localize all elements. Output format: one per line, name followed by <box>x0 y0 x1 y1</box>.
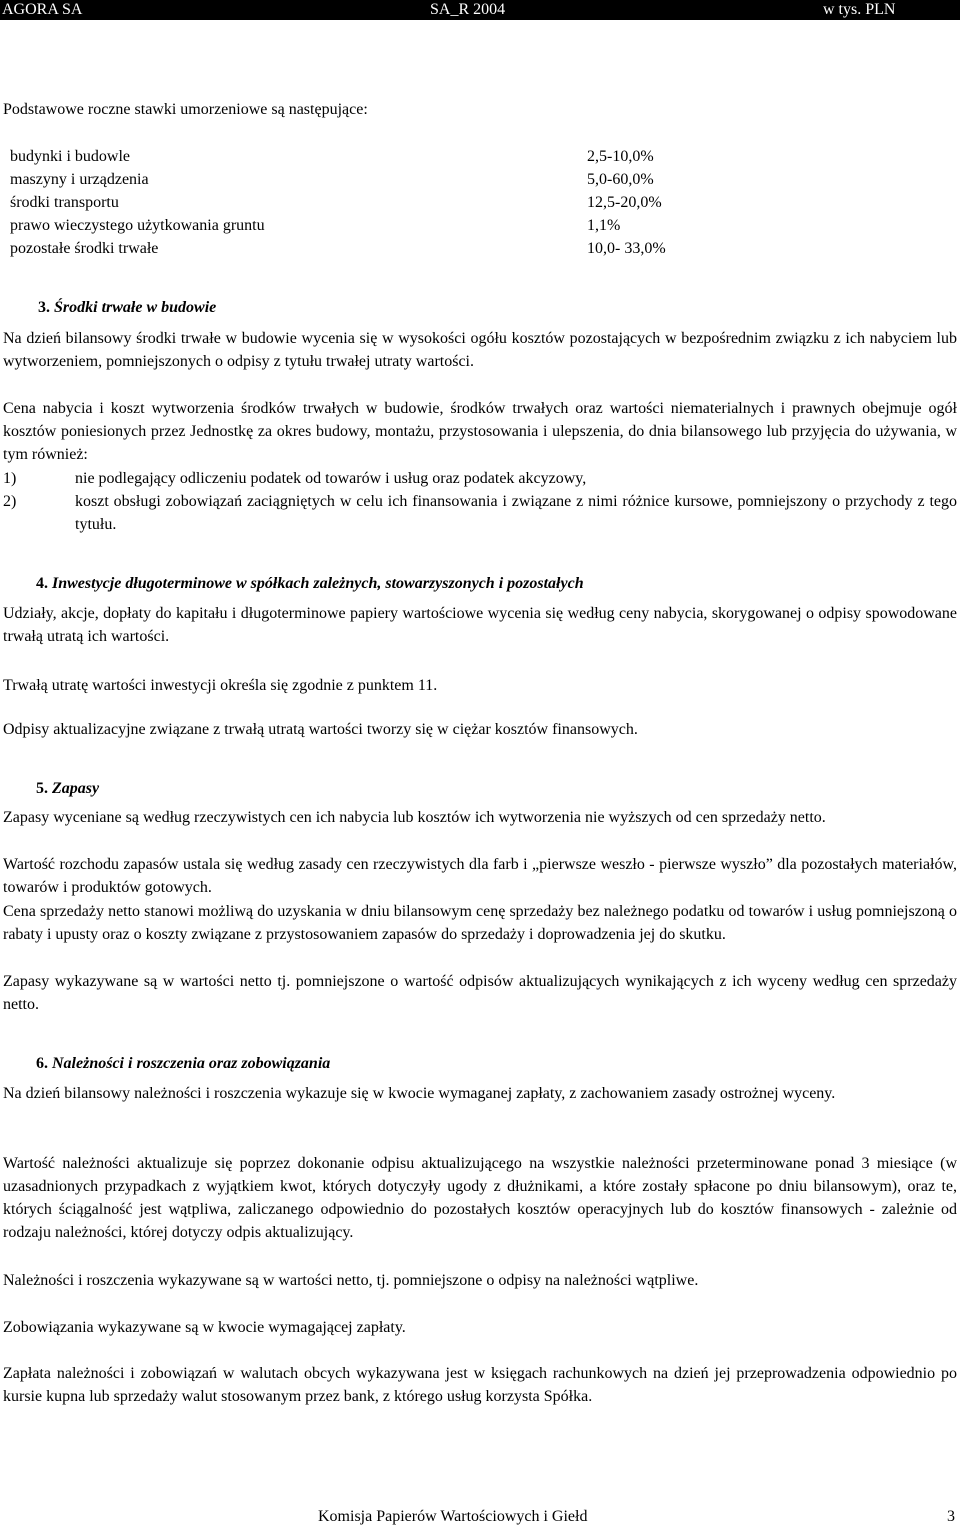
rate-name: maszyny i urządzenia <box>10 171 149 188</box>
section-5-paragraph: Cena sprzedaży netto stanowi możliwą do uzyskania w dniu bilansowym cenę sprzedaży bez należnego podatku od towarów i usług pomniejszoną o rabaty i upusty oraz o koszty związane z przystosowaniem zapasów do sprzedaży i doprowadzenia jej do skutku. <box>3 903 957 943</box>
section-number: 5. <box>36 780 48 797</box>
header-company: AGORA SA <box>2 1 83 18</box>
page-header <box>0 0 960 20</box>
rate-name: środki transportu <box>10 194 119 211</box>
section-number: 3. <box>38 299 50 316</box>
section-6-paragraph: Wartość należności aktualizuje się poprzez dokonanie odpisu aktualizującego na wszystkie należności przeterminowane ponad 3 miesiące (w uzasadnionych przypadkach z wyjątkiem kwot, których dotyczyły ugody z dłużnikami, a które zostały spłacone po dniu bilansowym), oraz te, których ściągalność jest wątpliwa, zaliczanego odpowiednio do pozostałych kosztów operacyjnych lub do kosztów finansowych - zależnie od rodzaju należności, której dotyczy odpis aktualizujący. <box>3 1155 957 1241</box>
section-6-paragraph: Na dzień bilansowy należności i roszczenia wykazuje się w kwocie wymaganej zapłaty, z zachowaniem zasady ostrożnej wyceny. <box>3 1085 836 1102</box>
list-number: 2) <box>3 493 17 510</box>
section-3-paragraph: Cena nabycia i koszt wytworzenia środków trwałych w budowie, środków trwałych oraz wartości niematerialnych i prawnych obejmuje ogół kosztów poniesionych przez Jednostkę za okres budowy, montażu, przystosowania i ulepszenia, do dnia bilansowego lub przyjęcia do używania, w tym również: <box>3 400 957 463</box>
section-4-paragraph: Odpisy aktualizacyjne związane z trwałą utratą wartości tworzy się w ciężar kosztów finansowych. <box>3 721 638 738</box>
rate-value: 10,0- 33,0% <box>587 240 666 257</box>
section-title: Zapasy <box>52 780 100 797</box>
rate-value: 2,5-10,0% <box>587 148 654 165</box>
section-5-paragraph: Zapasy wyceniane są według rzeczywistych cen ich nabycia lub kosztów ich wytworzenia nie wyższych od cen sprzedaży netto. <box>3 809 826 826</box>
footer-text: Komisja Papierów Wartościowych i Giełd <box>318 1508 588 1525</box>
list-text: nie podlegający odliczeniu podatek od towarów i usług oraz podatek akcyzowy, <box>75 470 587 487</box>
section-6-paragraph: Należności i roszczenia wykazywane są w wartości netto, tj. pomniejszone o odpisy na należności wątpliwe. <box>3 1272 699 1289</box>
section-title: Środki trwałe w budowie <box>54 299 217 316</box>
rate-name: pozostałe środki trwałe <box>10 240 159 257</box>
rate-row <box>10 168 710 191</box>
section-5-paragraph: Zapasy wykazywane są w wartości netto tj. pomniejszone o wartość odpisów aktualizujących wynikających z ich wyceny według cen sprzedaży netto. <box>3 973 957 1013</box>
rate-row <box>10 145 710 168</box>
section-4-heading <box>36 572 584 595</box>
rate-row <box>10 191 710 214</box>
section-5-paragraph: Wartość rozchodu zapasów ustala się według zasady cen rzeczywistych dla farb i „pierwsze weszło - pierwsze wyszło” dla pozostałych materiałów, towarów i produktów gotowych. <box>3 856 957 896</box>
section-6-heading <box>36 1052 330 1075</box>
section-3-paragraph: Na dzień bilansowy środki trwałe w budowie wycenia się w wysokości ogółu kosztów pozostających w bezpośrednim związku z ich nabyciem lub wytworzeniem, pomniejszonych o odpisy z tytułu trwałej utraty wartości. <box>3 330 957 370</box>
section-title: Inwestycje długoterminowe w spółkach zależnych, stowarzyszonych i pozostałych <box>52 575 584 592</box>
section-number: 4. <box>36 575 48 592</box>
section-6-paragraph: Zapłata należności i zobowiązań w walutach obcych wykazywana jest w księgach rachunkowych na dzień jej przeprowadzenia odpowiednio po kursie kupna lub sprzedaży walut stosowanym przez bank, z którego usług korzysta Spółka. <box>3 1365 957 1405</box>
rate-value: 1,1% <box>587 217 621 234</box>
rate-value: 12,5-20,0% <box>587 194 662 211</box>
list-number: 1) <box>3 470 17 487</box>
rate-name: budynki i budowle <box>10 148 130 165</box>
intro-text: Podstawowe roczne stawki umorzeniowe są następujące: <box>3 101 368 118</box>
rate-row <box>10 237 710 260</box>
section-6-paragraph: Zobowiązania wykazywane są w kwocie wymagającej zapłaty. <box>3 1319 406 1336</box>
section-4-paragraph: Trwałą utratę wartości inwestycji określa się zgodnie z punktem 11. <box>3 677 438 694</box>
section-number: 6. <box>36 1055 48 1072</box>
rate-row <box>10 214 710 237</box>
section-5-heading <box>36 777 99 800</box>
rate-name: prawo wieczystego użytkowania gruntu <box>10 217 265 234</box>
rate-value: 5,0-60,0% <box>587 171 654 188</box>
section-3-heading <box>38 296 216 319</box>
section-title: Należności i roszczenia oraz zobowiązania <box>52 1055 331 1072</box>
section-4-paragraph: Udziały, akcje, dopłaty do kapitału i długoterminowe papiery wartościowe wycenia się według ceny nabycia, skorygowanej o odpisy spowodowane trwałą utratą ich wartości. <box>3 605 957 645</box>
header-report: SA_R 2004 <box>430 1 506 18</box>
list-text: koszt obsługi zobowiązań zaciągniętych w celu ich finansowania i związane z nimi różnice kursowe, pomniejszony o przychody z tego tytułu. <box>75 493 957 533</box>
page-number: 3 <box>947 1508 955 1525</box>
header-unit: w tys. PLN <box>823 1 896 18</box>
